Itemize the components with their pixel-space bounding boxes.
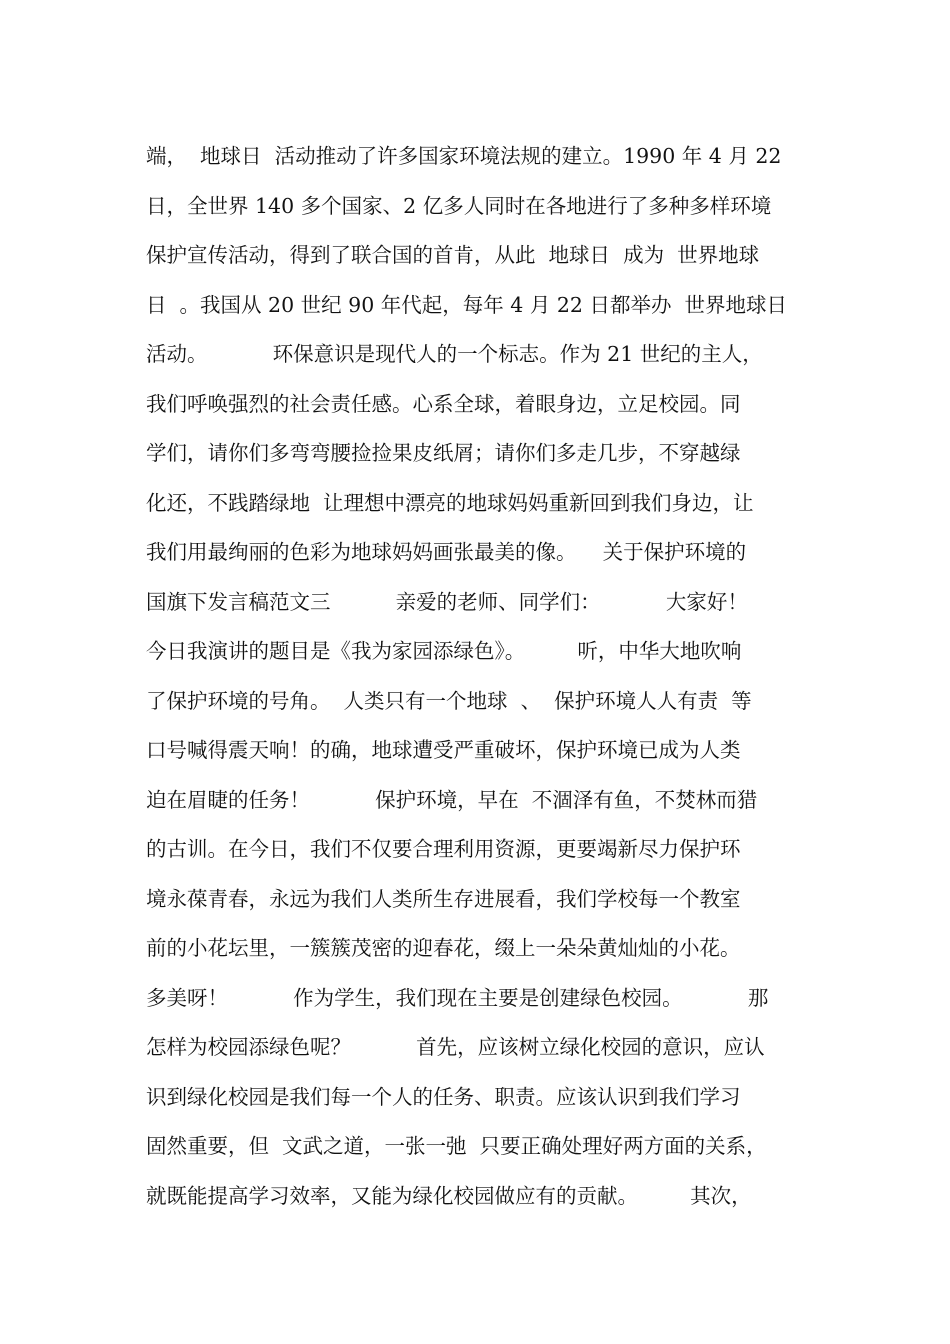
text-line-7: 学们，请你们多弯弯腰捡捡果皮纸屑；请你们多走几步，不穿越绿 (146, 441, 741, 465)
text-line-19: 怎样为校园添绿色呢？ 首先，应该树立绿化校园的意识，应认 (146, 1035, 765, 1059)
text-line-11: 今日我演讲的题目是《我为家园添绿色》。 听，中华大地吹响 (146, 639, 742, 663)
text-line-17: 前的小花坛里，一簇簇茂密的迎春花，缀上一朵朵黄灿灿的小花。 (146, 936, 741, 960)
text-line-18: 多美呀！ 作为学生，我们现在主要是创建绿色校园。 那 (146, 985, 769, 1010)
text-line-14: 迫在眉睫的任务！ 保护环境，早在 不涸泽有鱼，不焚林而猎 (146, 787, 758, 812)
text-line-22: 就既能提高学习效率，又能为绿化校园做应有的贡献。 其次， (146, 1183, 752, 1208)
text-line-16: 境永葆青春，永远为我们人类所生存进展看，我们学校每一个教室 (146, 886, 741, 911)
body-text (146, 132, 836, 1221)
text-line-3: 保护宣传活动，得到了联合国的首肯，从此 地球日 成为 世界地球 (146, 243, 760, 267)
text-line-15: 的古训。在今日，我们不仅要合理利用资源，更要竭新尽力保护环 (146, 837, 741, 861)
text-line-9: 我们用最绚丽的色彩为地球妈妈画张最美的像。 关于保护环境的 (146, 540, 747, 564)
text-line-12: 了保护环境的号角。 人类只有一个地球 、 保护环境人人有责 等 (146, 688, 752, 713)
text-line-10: 国旗下发言稿范文三 亲爱的老师、同学们： 大家好！ (146, 589, 748, 614)
text-line-21: 固然重要，但 文武之道，一张一弛 只要正确处理好两方面的关系， (146, 1134, 767, 1158)
text-line-2: 日，全世界 140 多个国家、2 亿多人同时在各地进行了多种多样环境 (146, 193, 772, 218)
text-line-4: 日 。我国从 20 世纪 90 年代起，每年 4 月 22 日都举办 世界地球日 (146, 292, 787, 317)
text-line-13: 口号喊得震天响！的确，地球遭受严重破坏，保护环境已成为人类 (146, 738, 741, 762)
text-line-6: 我们呼唤强烈的社会责任感。心系全球，着眼身边，立足校园。同 (146, 391, 741, 416)
text-line-8: 化还，不践踏绿地 让理想中漂亮的地球妈妈重新回到我们身边，让 (146, 490, 754, 515)
text-line-5: 活动。 环保意识是现代人的一个标志。作为 21 世纪的主人， (146, 342, 763, 366)
text-line-20: 识到绿化校园是我们每一个人的任务、职责。应该认识到我们学习 (146, 1084, 741, 1109)
text-line-1: 端， 地球日 活动推动了许多国家环境法规的建立。1990 年 4 月 22 (146, 144, 782, 168)
